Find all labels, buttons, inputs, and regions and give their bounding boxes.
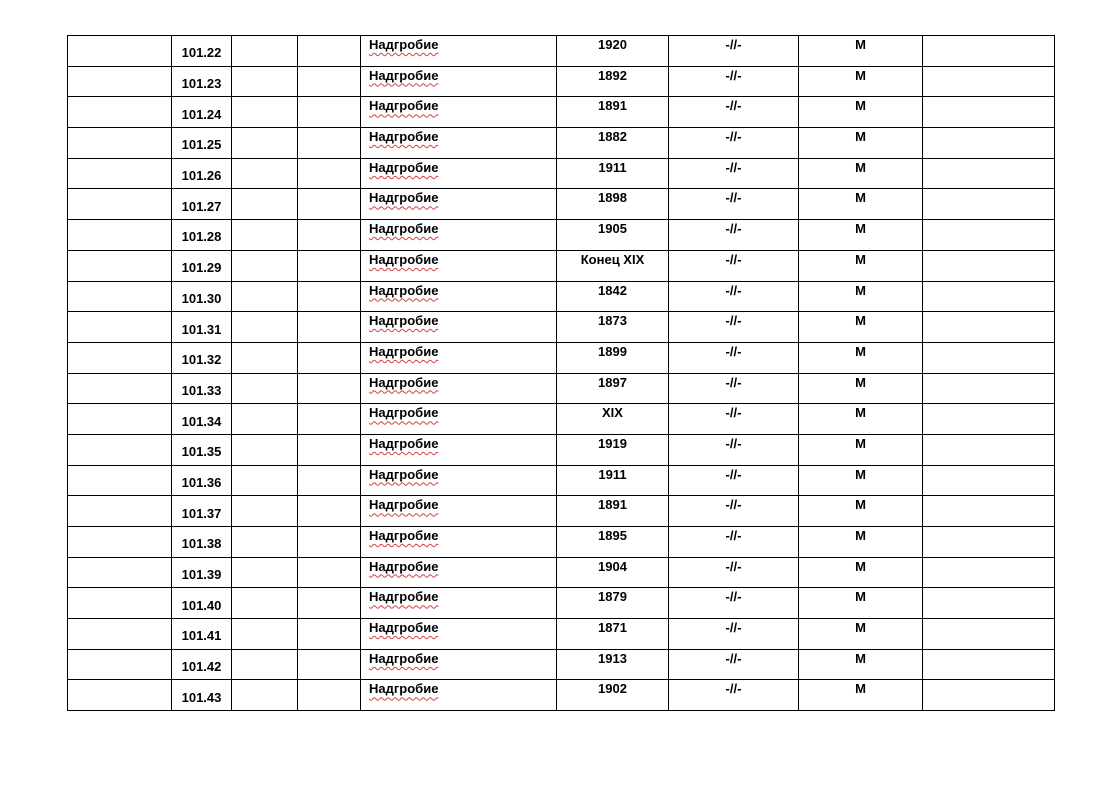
table-row [68, 342, 1055, 373]
category-cell: -//- [669, 404, 799, 435]
date-cell: 1899 [557, 342, 669, 373]
item-number-cell: 101.39 [172, 557, 232, 588]
empty-cell [232, 619, 298, 650]
object-name-cell [361, 496, 557, 527]
object-name-text: Надгробие [369, 405, 439, 421]
empty-cell [298, 66, 361, 97]
category-cell: -//- [669, 97, 799, 128]
object-name-text: Надгробие [369, 67, 439, 83]
object-name-text: Надгробие [369, 251, 439, 267]
object-name-text: Надгробие [369, 221, 439, 237]
empty-cell [68, 97, 172, 128]
category-cell: -//- [669, 465, 799, 496]
empty-cell [923, 404, 1055, 435]
empty-cell [298, 404, 361, 435]
empty-cell [298, 680, 361, 711]
type-cell: М [799, 588, 923, 619]
empty-cell [298, 128, 361, 159]
type-cell: М [799, 97, 923, 128]
category-cell: -//- [669, 649, 799, 680]
category-cell: -//- [669, 128, 799, 159]
empty-cell [923, 649, 1055, 680]
empty-cell [298, 527, 361, 558]
object-name-cell [361, 588, 557, 619]
empty-cell [923, 66, 1055, 97]
date-cell: 1891 [557, 97, 669, 128]
table-row [68, 649, 1055, 680]
object-name-text: Надгробие [369, 374, 439, 390]
item-number-cell: 101.41 [172, 619, 232, 650]
type-cell: М [799, 557, 923, 588]
empty-cell [298, 588, 361, 619]
object-name-text: Надгробие [369, 558, 439, 574]
empty-cell [68, 619, 172, 650]
table-row [68, 619, 1055, 650]
object-name-text: Надгробие [369, 159, 439, 175]
object-name-cell [361, 373, 557, 404]
item-number-cell: 101.43 [172, 680, 232, 711]
table-row [68, 220, 1055, 251]
empty-cell [232, 527, 298, 558]
table-row [68, 158, 1055, 189]
empty-cell [298, 619, 361, 650]
empty-cell [232, 434, 298, 465]
object-name-text: Надгробие [369, 466, 439, 482]
empty-cell [68, 496, 172, 527]
table-row [68, 434, 1055, 465]
item-number-cell: 101.35 [172, 434, 232, 465]
empty-cell [232, 97, 298, 128]
date-cell: 1911 [557, 158, 669, 189]
object-name-text: Надгробие [369, 528, 439, 543]
category-cell: -//- [669, 250, 799, 281]
category-cell: -//- [669, 281, 799, 312]
object-name-text: Надгробие [369, 589, 439, 605]
empty-cell [68, 66, 172, 97]
item-number-cell: 101.31 [172, 312, 232, 343]
object-name-text: Надгробие [369, 313, 439, 329]
item-number-cell: 101.38 [172, 527, 232, 558]
empty-cell [232, 36, 298, 67]
item-number-cell: 101.22 [172, 36, 232, 67]
empty-cell [298, 158, 361, 189]
object-name-cell [361, 312, 557, 343]
empty-cell [68, 465, 172, 496]
table-row [68, 312, 1055, 343]
item-number-cell: 101.40 [172, 588, 232, 619]
category-cell: -//- [669, 527, 799, 558]
object-name-cell [361, 281, 557, 312]
date-cell: 1873 [557, 312, 669, 343]
empty-cell [298, 250, 361, 281]
monuments-table [67, 35, 1055, 711]
object-name-cell [361, 557, 557, 588]
type-cell: М [799, 220, 923, 251]
category-cell: -//- [669, 496, 799, 527]
object-name-text: Надгробие [369, 282, 439, 298]
date-cell: 1919 [557, 434, 669, 465]
empty-cell [298, 557, 361, 588]
object-name-text: Надгробие [369, 620, 439, 636]
type-cell: М [799, 619, 923, 650]
date-cell: 1897 [557, 373, 669, 404]
empty-cell [68, 434, 172, 465]
empty-cell [68, 250, 172, 281]
empty-cell [232, 66, 298, 97]
object-name-cell [361, 680, 557, 711]
empty-cell [68, 527, 172, 558]
type-cell: М [799, 373, 923, 404]
category-cell: -//- [669, 66, 799, 97]
category-cell: -//- [669, 557, 799, 588]
empty-cell [68, 680, 172, 711]
item-number-cell: 101.37 [172, 496, 232, 527]
object-name-text: Надгробие [369, 129, 439, 145]
empty-cell [298, 465, 361, 496]
empty-cell [923, 158, 1055, 189]
item-number-cell: 101.28 [172, 220, 232, 251]
empty-cell [68, 557, 172, 588]
type-cell: М [799, 158, 923, 189]
item-number-cell: 101.24 [172, 97, 232, 128]
type-cell: М [799, 312, 923, 343]
object-name-text: Надгробие [369, 37, 439, 52]
object-name-text: Надгробие [369, 681, 439, 697]
empty-cell [68, 342, 172, 373]
object-name-text: Надгробие [369, 343, 439, 359]
item-number-cell: 101.25 [172, 128, 232, 159]
table-row [68, 97, 1055, 128]
empty-cell [232, 342, 298, 373]
type-cell: М [799, 66, 923, 97]
empty-cell [298, 281, 361, 312]
object-name-cell [361, 527, 557, 558]
table-body [68, 36, 1055, 711]
empty-cell [923, 588, 1055, 619]
date-cell: 1891 [557, 496, 669, 527]
empty-cell [232, 373, 298, 404]
empty-cell [923, 250, 1055, 281]
empty-cell [232, 588, 298, 619]
empty-cell [923, 220, 1055, 251]
date-cell: 1902 [557, 680, 669, 711]
category-cell: -//- [669, 189, 799, 220]
item-number-cell: 101.23 [172, 66, 232, 97]
type-cell: М [799, 404, 923, 435]
empty-cell [923, 527, 1055, 558]
empty-cell [232, 158, 298, 189]
date-cell: 1913 [557, 649, 669, 680]
table-row [68, 465, 1055, 496]
table-row [68, 680, 1055, 711]
type-cell: М [799, 189, 923, 220]
date-cell: 1920 [557, 36, 669, 67]
table-row [68, 189, 1055, 220]
empty-cell [923, 680, 1055, 711]
type-cell: М [799, 434, 923, 465]
empty-cell [298, 373, 361, 404]
empty-cell [68, 158, 172, 189]
date-cell: 1879 [557, 588, 669, 619]
empty-cell [232, 128, 298, 159]
empty-cell [232, 250, 298, 281]
empty-cell [298, 434, 361, 465]
object-name-cell [361, 158, 557, 189]
object-name-text: Надгробие [369, 497, 439, 513]
table-row [68, 404, 1055, 435]
table-row [68, 557, 1055, 588]
category-cell: -//- [669, 158, 799, 189]
object-name-cell [361, 250, 557, 281]
empty-cell [232, 496, 298, 527]
date-cell: 1895 [557, 527, 669, 558]
object-name-cell [361, 649, 557, 680]
category-cell: -//- [669, 588, 799, 619]
object-name-text: Надгробие [369, 435, 439, 451]
empty-cell [923, 557, 1055, 588]
item-number-cell: 101.36 [172, 465, 232, 496]
empty-cell [923, 373, 1055, 404]
item-number-cell: 101.42 [172, 649, 232, 680]
empty-cell [298, 189, 361, 220]
empty-cell [298, 220, 361, 251]
empty-cell [232, 404, 298, 435]
table-row [68, 128, 1055, 159]
table-row [68, 281, 1055, 312]
empty-cell [68, 220, 172, 251]
empty-cell [232, 189, 298, 220]
category-cell: -//- [669, 312, 799, 343]
table-row [68, 527, 1055, 558]
object-name-cell [361, 465, 557, 496]
table-row [68, 36, 1055, 67]
date-cell: 1871 [557, 619, 669, 650]
empty-cell [68, 128, 172, 159]
item-number-cell: 101.27 [172, 189, 232, 220]
table-row [68, 66, 1055, 97]
item-number-cell: 101.34 [172, 404, 232, 435]
empty-cell [923, 189, 1055, 220]
empty-cell [232, 220, 298, 251]
category-cell: -//- [669, 220, 799, 251]
item-number-cell: 101.29 [172, 250, 232, 281]
type-cell: М [799, 496, 923, 527]
type-cell: М [799, 527, 923, 558]
date-cell: XIX [557, 404, 669, 435]
object-name-text: Надгробие [369, 650, 439, 666]
empty-cell [68, 189, 172, 220]
table-row [68, 588, 1055, 619]
date-cell: 1911 [557, 465, 669, 496]
empty-cell [232, 281, 298, 312]
date-cell: Конец XIX [557, 250, 669, 281]
object-name-cell [361, 36, 557, 67]
category-cell: -//- [669, 434, 799, 465]
object-name-text: Надгробие [369, 190, 439, 206]
object-name-cell [361, 434, 557, 465]
type-cell: М [799, 649, 923, 680]
empty-cell [68, 588, 172, 619]
table-row [68, 373, 1055, 404]
date-cell: 1898 [557, 189, 669, 220]
empty-cell [68, 36, 172, 67]
date-cell: 1882 [557, 128, 669, 159]
object-name-cell [361, 128, 557, 159]
type-cell: М [799, 680, 923, 711]
object-name-cell [361, 189, 557, 220]
object-name-cell [361, 342, 557, 373]
empty-cell [923, 281, 1055, 312]
empty-cell [298, 312, 361, 343]
category-cell: -//- [669, 342, 799, 373]
empty-cell [923, 312, 1055, 343]
empty-cell [232, 649, 298, 680]
empty-cell [68, 373, 172, 404]
empty-cell [298, 97, 361, 128]
empty-cell [923, 36, 1055, 67]
type-cell: М [799, 128, 923, 159]
empty-cell [298, 649, 361, 680]
object-name-cell [361, 220, 557, 251]
empty-cell [298, 36, 361, 67]
empty-cell [232, 465, 298, 496]
empty-cell [68, 404, 172, 435]
date-cell: 1905 [557, 220, 669, 251]
object-name-cell [361, 404, 557, 435]
category-cell: -//- [669, 680, 799, 711]
empty-cell [923, 496, 1055, 527]
type-cell: М [799, 250, 923, 281]
item-number-cell: 101.32 [172, 342, 232, 373]
object-name-text: Надгробие [369, 98, 439, 114]
empty-cell [232, 680, 298, 711]
type-cell: М [799, 36, 923, 67]
item-number-cell: 101.30 [172, 281, 232, 312]
date-cell: 1842 [557, 281, 669, 312]
empty-cell [68, 312, 172, 343]
type-cell: М [799, 342, 923, 373]
item-number-cell: 101.33 [172, 373, 232, 404]
date-cell: 1892 [557, 66, 669, 97]
category-cell: -//- [669, 619, 799, 650]
table-row [68, 496, 1055, 527]
empty-cell [232, 312, 298, 343]
empty-cell [923, 97, 1055, 128]
category-cell: -//- [669, 36, 799, 67]
type-cell: М [799, 465, 923, 496]
object-name-cell [361, 619, 557, 650]
empty-cell [298, 342, 361, 373]
empty-cell [923, 619, 1055, 650]
object-name-cell [361, 66, 557, 97]
empty-cell [68, 281, 172, 312]
empty-cell [298, 496, 361, 527]
empty-cell [923, 434, 1055, 465]
object-name-cell [361, 97, 557, 128]
empty-cell [923, 465, 1055, 496]
empty-cell [232, 557, 298, 588]
empty-cell [68, 649, 172, 680]
item-number-cell: 101.26 [172, 158, 232, 189]
empty-cell [923, 128, 1055, 159]
type-cell: М [799, 281, 923, 312]
date-cell: 1904 [557, 557, 669, 588]
table-row [68, 250, 1055, 281]
category-cell: -//- [669, 373, 799, 404]
empty-cell [923, 342, 1055, 373]
